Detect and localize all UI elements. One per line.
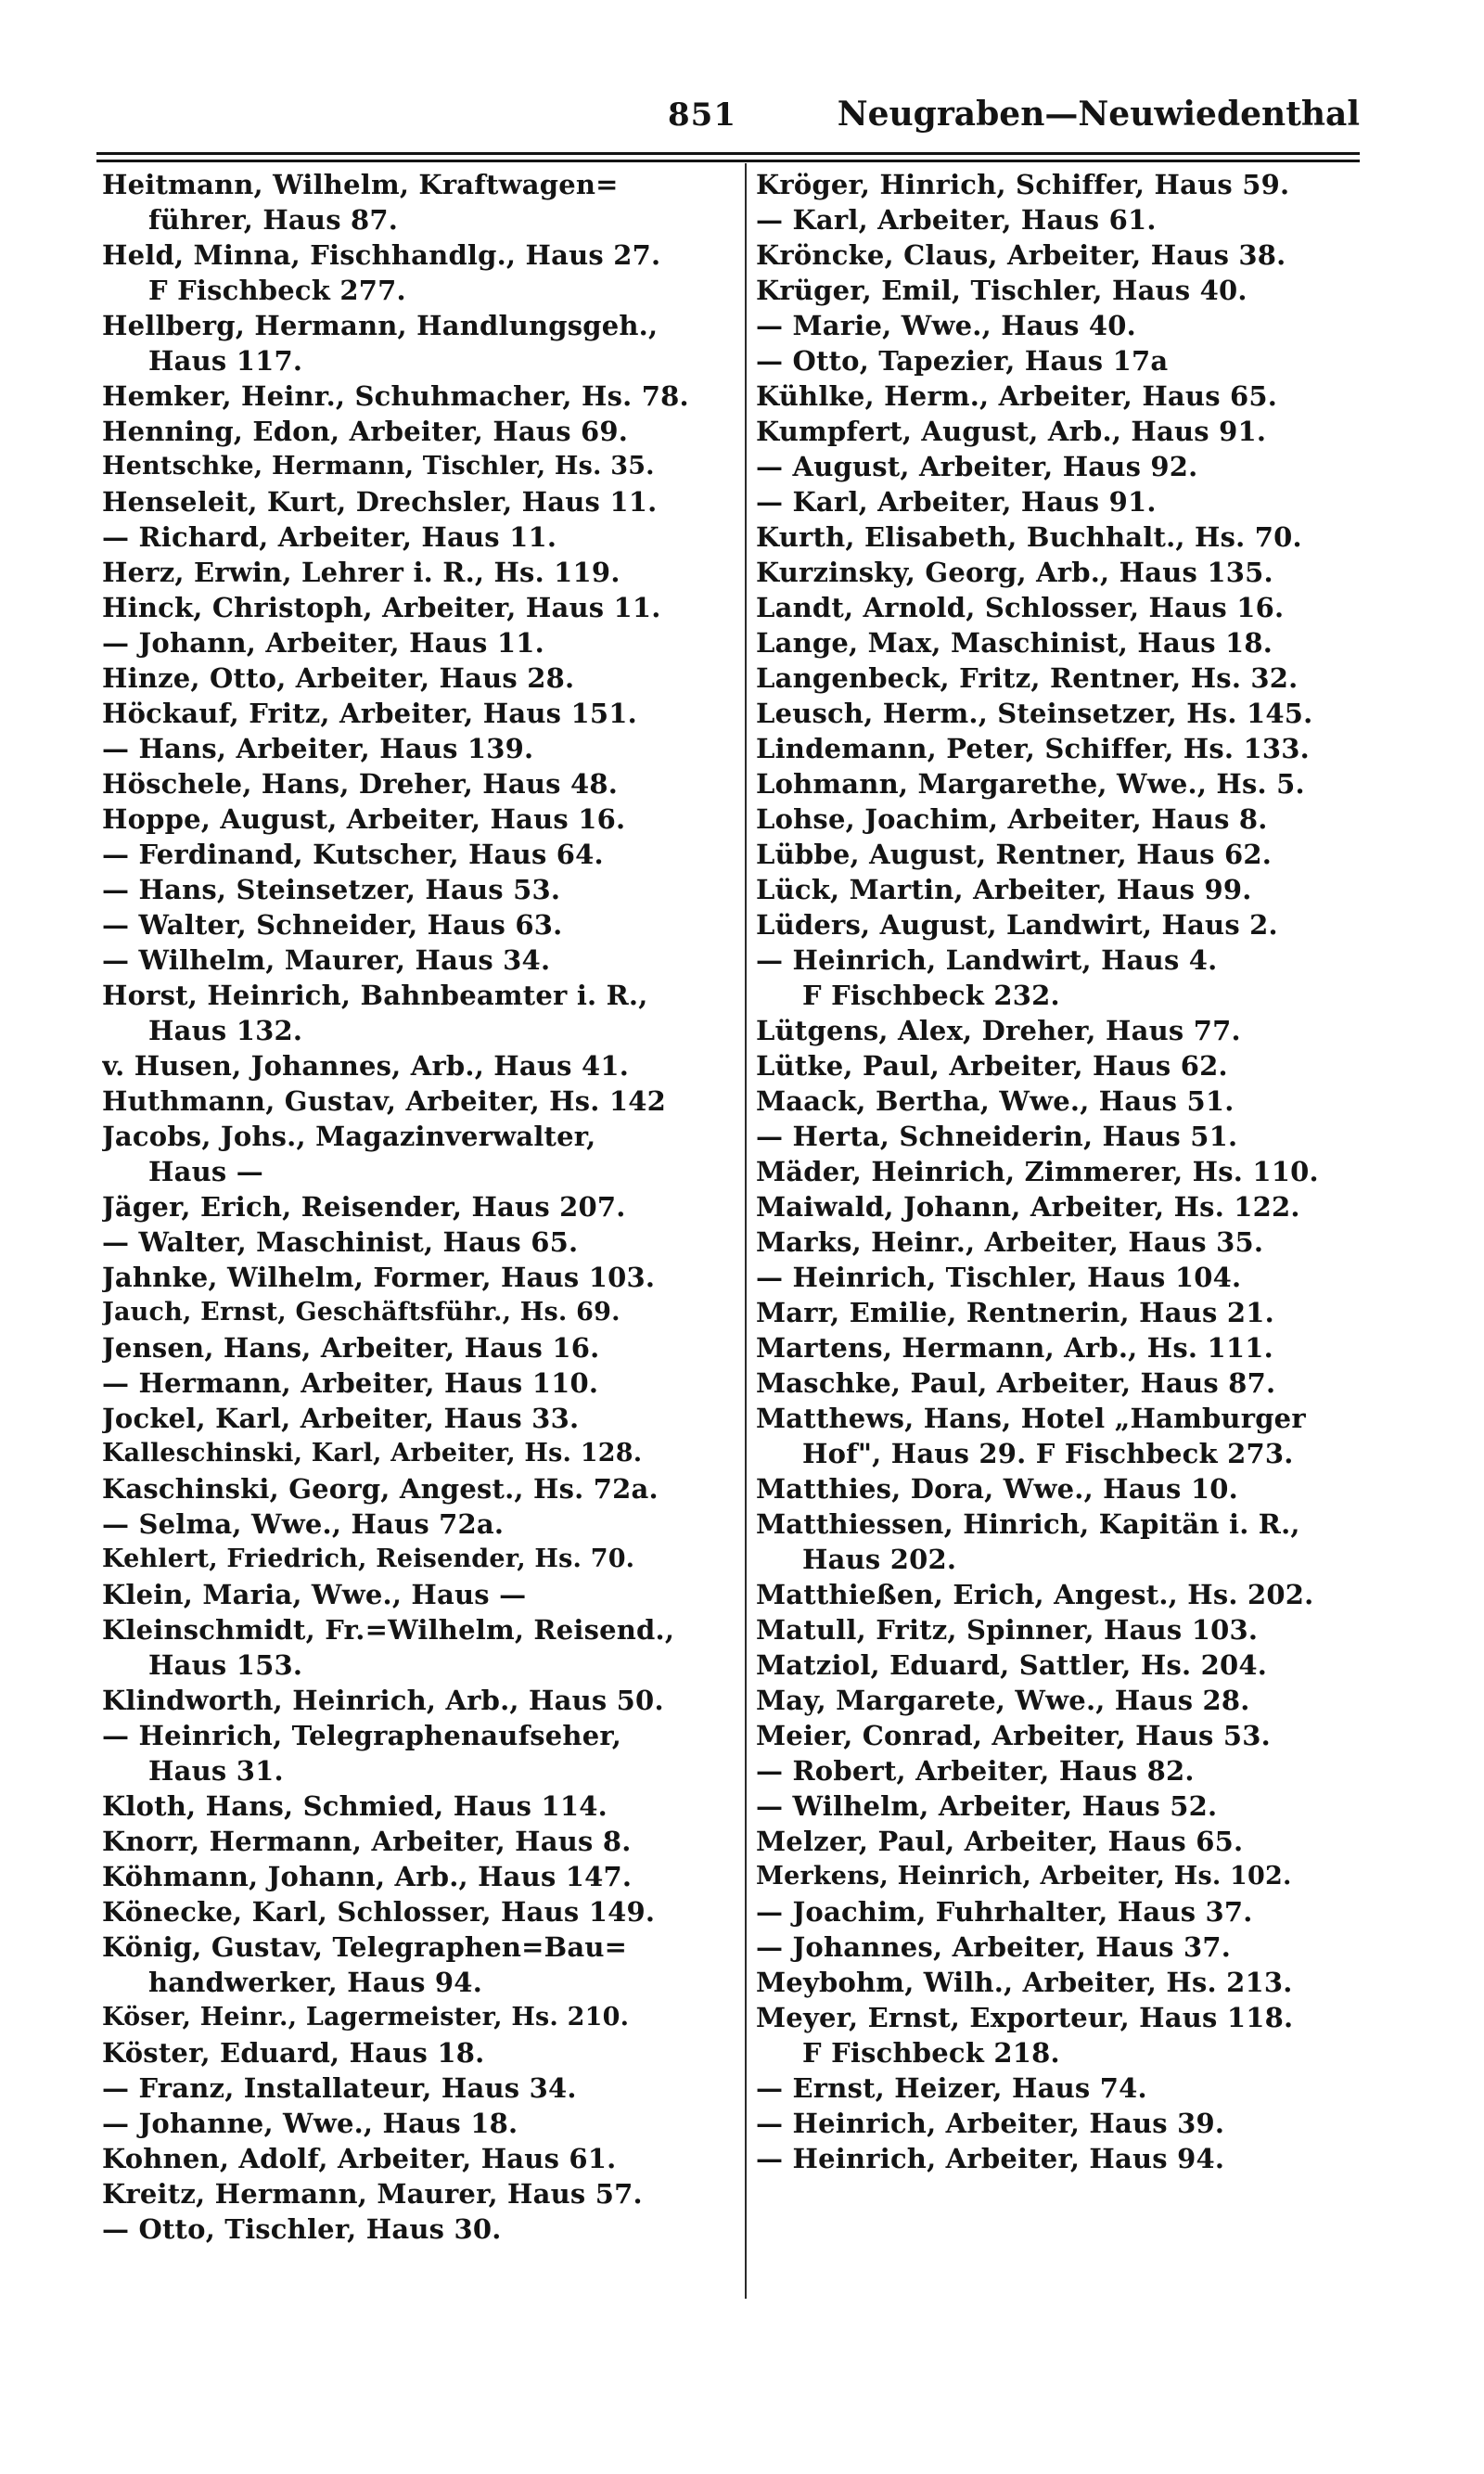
directory-entry-line: Melzer, Paul, Arbeiter, Haus 65. xyxy=(756,1826,1244,1857)
directory-entry-line: Haus 202. xyxy=(802,1544,957,1575)
header-rule-thick xyxy=(96,160,1360,162)
directory-entry-line: — Hans, Steinsetzer, Haus 53. xyxy=(102,874,561,905)
directory-entry-line: handwerker, Haus 94. xyxy=(148,1967,482,1998)
directory-entry-line: Jauch, Ernst, Geschäftsführ., Hs. 69. xyxy=(102,1298,620,1327)
directory-entry-line: Haus 153. xyxy=(148,1649,303,1681)
directory-entry-line: — Johanne, Wwe., Haus 18. xyxy=(102,2108,518,2139)
directory-entry-line: — Hans, Arbeiter, Haus 139. xyxy=(102,733,534,764)
directory-entry-line: Kühlke, Herm., Arbeiter, Haus 65. xyxy=(756,380,1278,412)
directory-entry-line: Knorr, Hermann, Arbeiter, Haus 8. xyxy=(102,1826,632,1857)
directory-entry-line: — August, Arbeiter, Haus 92. xyxy=(756,451,1198,482)
directory-entry-line: F Fischbeck 277. xyxy=(148,275,406,306)
directory-entry-line: Lüders, August, Landwirt, Haus 2. xyxy=(756,909,1278,941)
directory-entry-line: Könecke, Karl, Schlosser, Haus 149. xyxy=(102,1896,656,1928)
directory-entry-line: Köster, Eduard, Haus 18. xyxy=(102,2037,485,2069)
directory-entry-line: Horst, Heinrich, Bahnbeamter i. R., xyxy=(102,980,648,1011)
directory-entry-line: Langenbeck, Fritz, Rentner, Hs. 32. xyxy=(756,662,1298,694)
directory-entry-line: Maiwald, Johann, Arbeiter, Hs. 122. xyxy=(756,1191,1300,1223)
directory-entry-line: Kehlert, Friedrich, Reisender, Hs. 70. xyxy=(102,1545,635,1573)
directory-entry-line: Henseleit, Kurt, Drechsler, Haus 11. xyxy=(102,486,658,518)
directory-entry-line: Haus 31. xyxy=(148,1755,284,1787)
directory-entry-line: Marks, Heinr., Arbeiter, Haus 35. xyxy=(756,1226,1264,1258)
directory-entry-line: Kohnen, Adolf, Arbeiter, Haus 61. xyxy=(102,2143,617,2174)
directory-entry-line: Hemker, Heinr., Schuhmacher, Hs. 78. xyxy=(102,380,689,412)
page-number: 851 xyxy=(668,96,736,134)
directory-entry-line: Marr, Emilie, Rentnerin, Haus 21. xyxy=(756,1297,1274,1328)
left-column xyxy=(102,167,742,2247)
directory-entry-line: Köhmann, Johann, Arb., Haus 147. xyxy=(102,1861,633,1892)
directory-entry-line: Hellberg, Hermann, Handlungsgeh., xyxy=(102,310,659,341)
directory-entry-line: — Heinrich, Landwirt, Haus 4. xyxy=(756,944,1218,976)
directory-entry-line: Matthews, Hans, Hotel „Hamburger xyxy=(756,1403,1306,1434)
directory-entry-line: — Heinrich, Arbeiter, Haus 39. xyxy=(756,2108,1225,2139)
directory-entry-line: Hentschke, Hermann, Tischler, Hs. 35. xyxy=(102,452,655,481)
directory-entry-line: Lohmann, Margarethe, Wwe., Hs. 5. xyxy=(756,768,1305,800)
directory-entry-line: — Johann, Arbeiter, Haus 11. xyxy=(102,627,544,659)
directory-entry-line: Klein, Maria, Wwe., Haus — xyxy=(102,1579,527,1610)
directory-entry-line: Henning, Edon, Arbeiter, Haus 69. xyxy=(102,416,629,447)
directory-entry-line: Jahnke, Wilhelm, Former, Haus 103. xyxy=(102,1262,656,1293)
running-head: Neugraben—Neuwiedenthal xyxy=(837,95,1360,134)
directory-entry-line: — Ernst, Heizer, Haus 74. xyxy=(756,2072,1147,2104)
column-divider xyxy=(745,163,747,2299)
directory-entry-line: Meier, Conrad, Arbeiter, Haus 53. xyxy=(756,1720,1271,1751)
directory-entry-line: — Heinrich, Tischler, Haus 104. xyxy=(756,1262,1242,1293)
directory-entry-line: Martens, Hermann, Arb., Hs. 111. xyxy=(756,1332,1273,1364)
directory-entry-line: Matthies, Dora, Wwe., Haus 10. xyxy=(756,1473,1238,1505)
directory-entry-line: Lindemann, Peter, Schiffer, Hs. 133. xyxy=(756,733,1310,764)
directory-entry-line: Hinze, Otto, Arbeiter, Haus 28. xyxy=(102,662,575,694)
directory-entry-line: Lohse, Joachim, Arbeiter, Haus 8. xyxy=(756,803,1268,835)
directory-entry-line: Matull, Fritz, Spinner, Haus 103. xyxy=(756,1614,1259,1646)
directory-entry-line: Held, Minna, Fischhandlg., Haus 27. xyxy=(102,239,661,271)
directory-entry-line: Jensen, Hans, Arbeiter, Haus 16. xyxy=(102,1332,600,1364)
directory-entry-line: Höckauf, Fritz, Arbeiter, Haus 151. xyxy=(102,698,637,729)
directory-entry-line: — Otto, Tapezier, Haus 17a xyxy=(756,345,1169,377)
directory-entry-line: — Hermann, Arbeiter, Haus 110. xyxy=(102,1367,599,1399)
right-column xyxy=(756,167,1396,2176)
directory-entry-line: Hof", Haus 29. F Fischbeck 273. xyxy=(802,1438,1294,1469)
directory-entry-line: — Herta, Schneiderin, Haus 51. xyxy=(756,1121,1238,1152)
directory-entry-line: Kumpfert, August, Arb., Haus 91. xyxy=(756,416,1267,447)
directory-entry-line: Matthießen, Erich, Angest., Hs. 202. xyxy=(756,1579,1314,1610)
directory-entry-line: Kröger, Hinrich, Schiffer, Haus 59. xyxy=(756,169,1290,200)
directory-entry-line: Mäder, Heinrich, Zimmerer, Hs. 110. xyxy=(756,1156,1319,1187)
directory-entry-line: — Heinrich, Telegraphenaufseher, xyxy=(102,1720,622,1751)
directory-entry-line: — Otto, Tischler, Haus 30. xyxy=(102,2213,502,2245)
directory-entry-line: — Robert, Arbeiter, Haus 82. xyxy=(756,1755,1195,1787)
directory-entry-line: v. Husen, Johannes, Arb., Haus 41. xyxy=(102,1050,630,1082)
directory-entry-line: Maschke, Paul, Arbeiter, Haus 87. xyxy=(756,1367,1276,1399)
directory-entry-line: — Ferdinand, Kutscher, Haus 64. xyxy=(102,839,604,870)
directory-entry-line: Lütgens, Alex, Dreher, Haus 77. xyxy=(756,1015,1241,1046)
directory-entry-line: F Fischbeck 232. xyxy=(802,980,1060,1011)
directory-entry-line: Herz, Erwin, Lehrer i. R., Hs. 119. xyxy=(102,557,620,588)
directory-entry-line: — Joachim, Fuhrhalter, Haus 37. xyxy=(756,1896,1253,1928)
directory-entry-line: — Wilhelm, Maurer, Haus 34. xyxy=(102,944,551,976)
directory-entry-line: Matziol, Eduard, Sattler, Hs. 204. xyxy=(756,1649,1268,1681)
directory-entry-line: Merkens, Heinrich, Arbeiter, Hs. 102. xyxy=(756,1862,1292,1891)
directory-entry-line: Lück, Martin, Arbeiter, Haus 99. xyxy=(756,874,1252,905)
directory-entry-line: Kurth, Elisabeth, Buchhalt., Hs. 70. xyxy=(756,521,1302,553)
directory-entry-line: — Franz, Installateur, Haus 34. xyxy=(102,2072,577,2104)
directory-entry-line: Lütke, Paul, Arbeiter, Haus 62. xyxy=(756,1050,1228,1082)
directory-entry-line: May, Margarete, Wwe., Haus 28. xyxy=(756,1685,1250,1716)
directory-entry-line: Heitmann, Wilhelm, Kraftwagen= xyxy=(102,169,619,200)
directory-entry-line: — Karl, Arbeiter, Haus 91. xyxy=(756,486,1157,518)
directory-entry-line: Hinck, Christoph, Arbeiter, Haus 11. xyxy=(102,592,661,623)
directory-entry-line: Kurzinsky, Georg, Arb., Haus 135. xyxy=(756,557,1273,588)
directory-entry-line: Haus 117. xyxy=(148,345,303,377)
directory-entry-line: Lange, Max, Maschinist, Haus 18. xyxy=(756,627,1273,659)
directory-entry-line: — Johannes, Arbeiter, Haus 37. xyxy=(756,1931,1232,1963)
directory-entry-line: führer, Haus 87. xyxy=(148,204,399,236)
directory-entry-line: Lübbe, August, Rentner, Haus 62. xyxy=(756,839,1273,870)
directory-entry-line: — Richard, Arbeiter, Haus 11. xyxy=(102,521,557,553)
directory-entry-line: Haus — xyxy=(148,1156,263,1187)
directory-entry-line: Maack, Bertha, Wwe., Haus 51. xyxy=(756,1085,1235,1117)
directory-entry-line: — Walter, Maschinist, Haus 65. xyxy=(102,1226,579,1258)
directory-entry-line: — Marie, Wwe., Haus 40. xyxy=(756,310,1136,341)
directory-entry-line: Meybohm, Wilh., Arbeiter, Hs. 213. xyxy=(756,1967,1293,1998)
directory-entry-line: — Selma, Wwe., Haus 72a. xyxy=(102,1508,505,1540)
directory-entry-line: Leusch, Herm., Steinsetzer, Hs. 145. xyxy=(756,698,1313,729)
directory-entry-line: Jacobs, Johs., Magazinverwalter, xyxy=(102,1121,596,1152)
directory-entry-line: — Wilhelm, Arbeiter, Haus 52. xyxy=(756,1790,1218,1822)
directory-entry-line: Meyer, Ernst, Exporteur, Haus 118. xyxy=(756,2002,1294,2033)
directory-entry-line: Landt, Arnold, Schlosser, Haus 16. xyxy=(756,592,1285,623)
directory-entry-line: Kreitz, Hermann, Maurer, Haus 57. xyxy=(102,2178,643,2210)
header-rule-thin xyxy=(96,152,1360,155)
directory-entry-line: Köser, Heinr., Lagermeister, Hs. 210. xyxy=(102,2003,630,2032)
directory-entry-line: Hoppe, August, Arbeiter, Haus 16. xyxy=(102,803,626,835)
directory-entry-line: Kaschinski, Georg, Angest., Hs. 72a. xyxy=(102,1473,659,1505)
directory-entry-line: Huthmann, Gustav, Arbeiter, Hs. 142 xyxy=(102,1085,667,1117)
directory-entry-line: Krüger, Emil, Tischler, Haus 40. xyxy=(756,275,1247,306)
directory-entry-line: Matthiessen, Hinrich, Kapitän i. R., xyxy=(756,1508,1300,1540)
directory-entry-line: König, Gustav, Telegraphen=Bau= xyxy=(102,1931,628,1963)
directory-entry-line: Klindworth, Heinrich, Arb., Haus 50. xyxy=(102,1685,664,1716)
directory-entry-line: Haus 132. xyxy=(148,1015,303,1046)
directory-entry-line: Höschele, Hans, Dreher, Haus 48. xyxy=(102,768,619,800)
directory-entry-line: Kloth, Hans, Schmied, Haus 114. xyxy=(102,1790,608,1822)
directory-entry-line: F Fischbeck 218. xyxy=(802,2037,1060,2069)
directory-entry-line: — Walter, Schneider, Haus 63. xyxy=(102,909,563,941)
directory-entry-line: Kröncke, Claus, Arbeiter, Haus 38. xyxy=(756,239,1286,271)
directory-entry-line: Jäger, Erich, Reisender, Haus 207. xyxy=(102,1191,626,1223)
directory-entry-line: Kalleschinski, Karl, Arbeiter, Hs. 128. xyxy=(102,1439,643,1468)
directory-entry-line: — Heinrich, Arbeiter, Haus 94. xyxy=(756,2143,1225,2174)
directory-entry-line: Jockel, Karl, Arbeiter, Haus 33. xyxy=(102,1403,580,1434)
directory-entry-line: — Karl, Arbeiter, Haus 61. xyxy=(756,204,1157,236)
directory-entry-line: Kleinschmidt, Fr.=Wilhelm, Reisend., xyxy=(102,1614,675,1646)
